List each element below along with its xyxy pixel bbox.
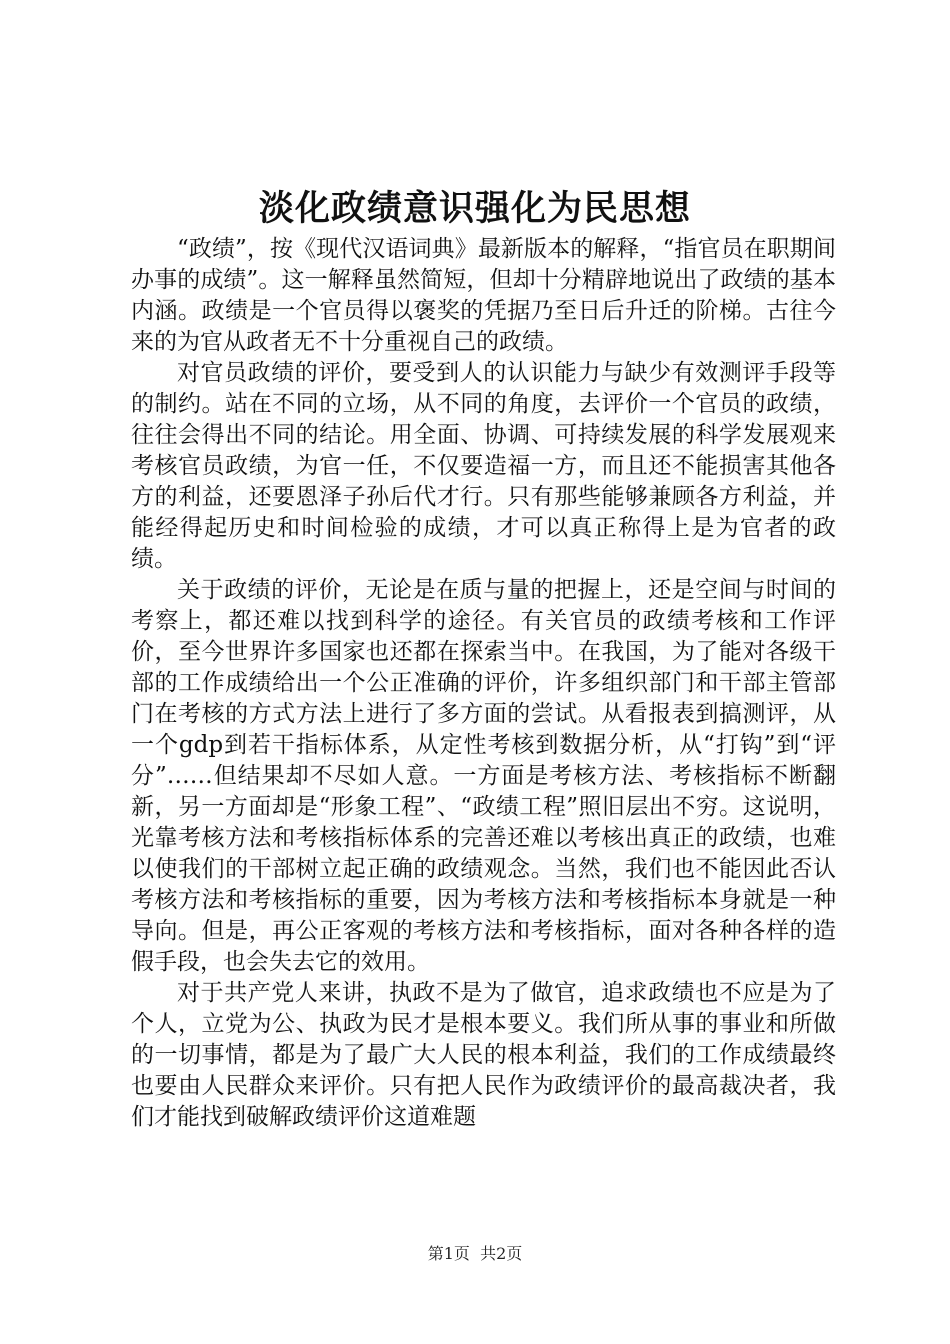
paragraph-1: “政绩”，按《现代汉语词典》最新版本的解释，“指官员在职期间办事的成绩”。这一解释虽然简短，但却十分精辟地说出了政绩的基本内涵。政绩是一个官员得以褒奖的凭据乃至日后升迁的阶梯。古往今来的为官从政者无不十分重视自己的政绩。 bbox=[131, 236, 836, 355]
paragraph-2: 对官员政绩的评价，要受到人的认识能力与缺少有效测评手段等的制约。站在不同的立场，从不同的角度，去评价一个官员的政绩，往往会得出不同的结论。用全面、协调、可持续发展的科学发展观来考核官员政绩，为官一任，不仅要造福一方，而且还不能损害其他各方的利益，还要恩泽子孙后代才行。只有那些能够兼顾各方利益，并能经得起历史和时间检验的成绩，才可以真正称得上是为官者的政绩。 bbox=[131, 360, 836, 572]
document-title: 淡化政绩意识强化为民思想 bbox=[258, 188, 691, 229]
document-body bbox=[131, 234, 836, 1133]
page-number-label: 第1页 共2页 bbox=[427, 1244, 523, 1263]
page-footer bbox=[0, 1243, 950, 1265]
paragraph-4: 对于共产党人来讲，执政不是为了做官，追求政绩也不应是为了个人，立党为公、执政为民才是根本要义。我们所从事的事业和所做的一切事情，都是为了最广大人民的根本利益，我们的工作成绩最终也要由人民群众来评价。只有把人民作为政绩评价的最高裁决者，我们才能找到破解政绩评价这道难题 bbox=[131, 980, 836, 1130]
paragraph-3: 关于政绩的评价，无论是在质与量的把握上，还是空间与时间的考察上，都还难以找到科学的途径。有关官员的政绩考核和工作评价，至今世界许多国家也还都在探索当中。在我国，为了能对各级干部的工作成绩给出一个公正准确的评价，许多组织部门和干部主管部门在考核的方式方法上进行了多方面的尝试。从看报表到搞测评，从一个gdp到若干指标体系，从定性考核到数据分析，从“打钩”到“评分”……但结果却不尽如人意。一方面是考核方法、考核指标不断翻新，另一方面却是“形象工程”、“政绩工程”照旧层出不穷。这说明，光靠考核方法和考核指标体系的完善还难以考核出真正的政绩，也难以使我们的干部树立起正确的政绩观念。当然，我们也不能因此否认考核方法和考核指标的重要，因为考核方法和考核指标本身就是一种导向。但是，再公正客观的考核方法和考核指标，面对各种各样的造假手段，也会失去它的效用。 bbox=[131, 577, 836, 975]
